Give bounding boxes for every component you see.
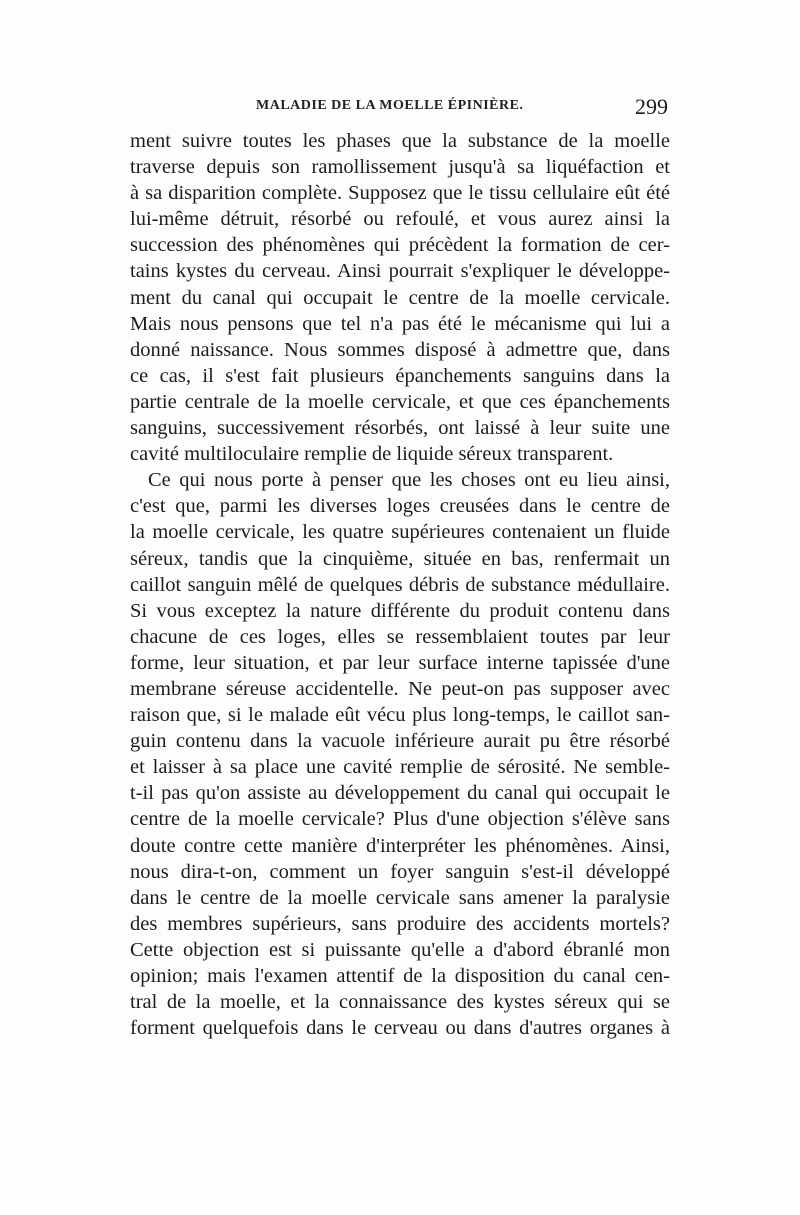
text-line: Ce qui nous porte à penser que les choses ont eu lieu ainsi,: [148, 469, 670, 492]
text-line: à sa disparition complète. Supposez que le tissu cellulaire eût été: [130, 182, 670, 205]
text-line: des membres supérieurs, sans produire des accidents mortels?: [130, 912, 670, 935]
text-line: sanguins, successivement résorbés, ont laissé à leur suite une: [130, 417, 670, 440]
text-line: chacune de ces loges, elles se ressemblaient toutes par leur: [130, 625, 670, 648]
running-title: MALADIE DE LA MOELLE ÉPINIÈRE.: [256, 98, 524, 113]
text-line: caillot sanguin mêlé de quelques débris de substance médullaire.: [130, 573, 670, 596]
text-line: forment quelquefois dans le cerveau ou dans d'autres organes à: [130, 1017, 670, 1040]
body-text: [130, 128, 670, 1041]
text-line: ce cas, il s'est fait plusieurs épanchements sanguins dans la: [130, 364, 670, 387]
text-line: traverse depuis son ramollissement jusqu'à sa liquéfaction et: [130, 156, 670, 179]
text-line: forme, leur situation, et par leur surface interne tapissée d'une: [130, 651, 670, 674]
text-line: lui-même détruit, résorbé ou refoulé, et vous aurez ainsi la: [130, 208, 670, 231]
text-line: dans le centre de la moelle cervicale sans amener la paralysie: [130, 886, 670, 909]
text-line: tral de la moelle, et la connaissance des kystes séreux qui se: [130, 991, 670, 1014]
text-line: opinion; mais l'examen attentif de la disposition du canal cen-: [130, 965, 670, 987]
running-head: [130, 94, 668, 126]
text-line: et laisser à sa place une cavité remplie de sérosité. Ne semble-: [130, 756, 670, 779]
text-line: cavité multiloculaire remplie de liquide séreux transparent.: [130, 443, 614, 466]
text-line: Mais nous pensons que tel n'a pas été le mécanisme qui lui a: [130, 312, 670, 335]
text-line: partie centrale de la moelle cervicale, et que ces épanchements: [130, 390, 670, 413]
text-line: succession des phénomènes qui précèdent la formation de cer-: [130, 234, 670, 257]
text-line: membrane séreuse accidentelle. Ne peut-on pas supposer avec: [130, 677, 670, 700]
text-line: Cette objection est si puissante qu'elle a d'abord ébranlé mon: [130, 938, 670, 961]
text-line: nous dira-t-on, comment un foyer sanguin s'est-il développé: [130, 860, 670, 883]
text-line: t-il pas qu'on assiste au développement du canal qui occupait le: [130, 782, 670, 805]
page-number: 299: [635, 94, 668, 119]
text-line: centre de la moelle cervicale? Plus d'une objection s'élève sans: [130, 808, 670, 831]
text-line: la moelle cervicale, les quatre supérieures contenaient un fluide: [130, 521, 670, 544]
text-line: doute contre cette manière d'interpréter les phénomènes. Ainsi,: [130, 834, 670, 857]
text-line: tains kystes du cerveau. Ainsi pourrait s'expliquer le développe-: [130, 260, 670, 283]
text-line: c'est que, parmi les diverses loges creusées dans le centre de: [130, 495, 670, 518]
text-line: ment du canal qui occupait le centre de la moelle cervicale.: [130, 286, 670, 309]
text-line: ment suivre toutes les phases que la substance de la moelle: [130, 130, 670, 152]
text-line: Si vous exceptez la nature différente du produit contenu dans: [130, 599, 670, 622]
text-line: séreux, tandis que la cinquième, située en bas, renfermait un: [130, 547, 670, 570]
text-line: donné naissance. Nous sommes disposé à admettre que, dans: [130, 338, 670, 361]
text-line: raison que, si le malade eût vécu plus long-temps, le caillot san-: [130, 704, 670, 727]
text-line: guin contenu dans la vacuole inférieure aurait pu être résorbé: [130, 730, 670, 753]
